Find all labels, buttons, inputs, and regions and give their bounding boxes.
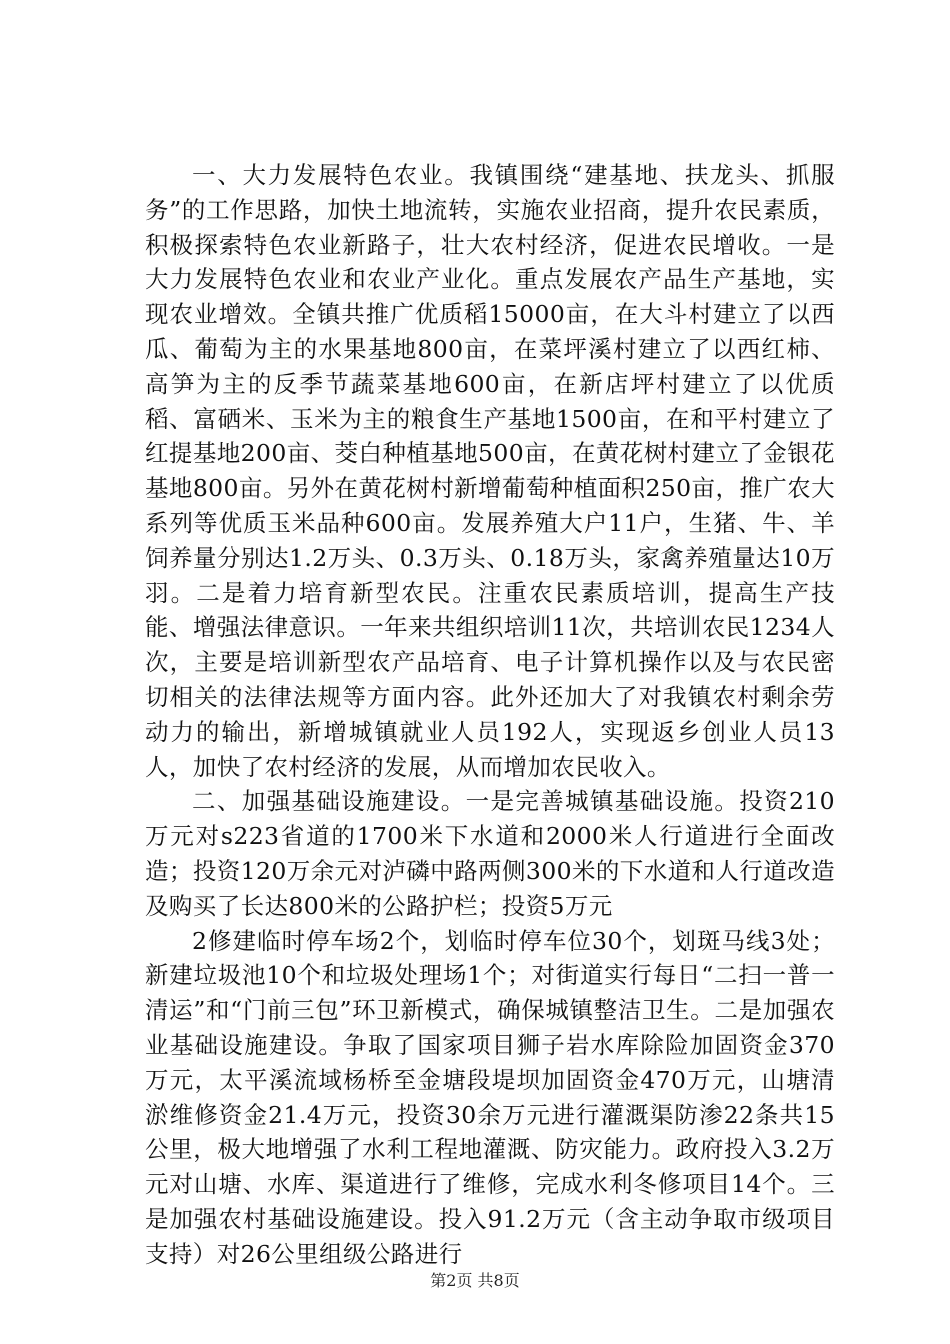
paragraph-infrastructure-continued: 2修建临时停车场2个，划临时停车位30个，划斑马线3处；新建垃圾池10个和垃圾处理场1个；对街道实行每日“二扫一普一清运”和“门前三包”环卫新模式，确保城镇整洁卫生。二是加强农业基础设施建设。争取了国家项目狮子岩水库除险加固资金370万元，太平溪流域杨桥至金塘段堤坝加固资金470万元，山塘清淤维修资金21.4万元，投资30余万元进行灌溉渠防渗22条共15公里，极大地增强了水利工程地灌溉、防灾能力。政府投入3.2万元对山塘、水库、渠道进行了维修，完成水利冬修项目14个。三是加强农村基础设施建设。投入91.2万元（含主动争取市级项目支持）对26公里组级公路进行 <box>145 926 835 1268</box>
paragraph-agriculture: 一、大力发展特色农业。我镇围绕“建基地、扶龙头、抓服务”的工作思路，加快土地流转，实施农业招商，提升农民素质，积极探索特色农业新路子，壮大农村经济，促进农民增收。一是大力发展特色农业和农业产业化。重点发展农产品生产基地，实现农业增效。全镇共推广优质稻15000亩，在大斗村建立了以西瓜、葡萄为主的水果基地800亩，在菜坪溪村建立了以西红柿、高笋为主的反季节蔬菜基地600亩，在新店坪村建立了以优质稻、富硒米、玉米为主的粮食生产基地1500亩，在和平村建立了红提基地200亩、茭白种植基地500亩，在黄花树村建立了金银花基地800亩。另外在黄花树村新增葡萄种植面积250亩，推广农大系列等优质玉米品种600亩。发展养殖大户11户，生猪、牛、羊饲养量分别达1.2万头、0.3万头、0.18万头，家禽养殖量达10万羽。二是着力培育新型农民。注重农民素质培训，提高生产技能、增强法律意识。一年来共组织培训11次，共培训农民1234人次，主要是培训新型农产品培育、电子计算机操作以及与农民密切相关的法律法规等方面内容。此外还加大了对我镇农村剩余劳动力的输出，新增城镇就业人员192人，实现返乡创业人员13人，加快了农村经济的发展，从而增加农民收入。 <box>145 161 835 781</box>
paragraph-infrastructure: 二、加强基础设施建设。一是完善城镇基础设施。投资210万元对s223省道的1700米下水道和2000米人行道进行全面改造；投资120万余元对泸磷中路两侧300米的下水道和人行道改造及购买了长达800米的公路护栏；投资5万元 <box>145 787 835 920</box>
page-number: 第2页 共8页 <box>430 1271 520 1290</box>
document-body <box>145 158 835 1272</box>
page-footer <box>0 1271 950 1291</box>
